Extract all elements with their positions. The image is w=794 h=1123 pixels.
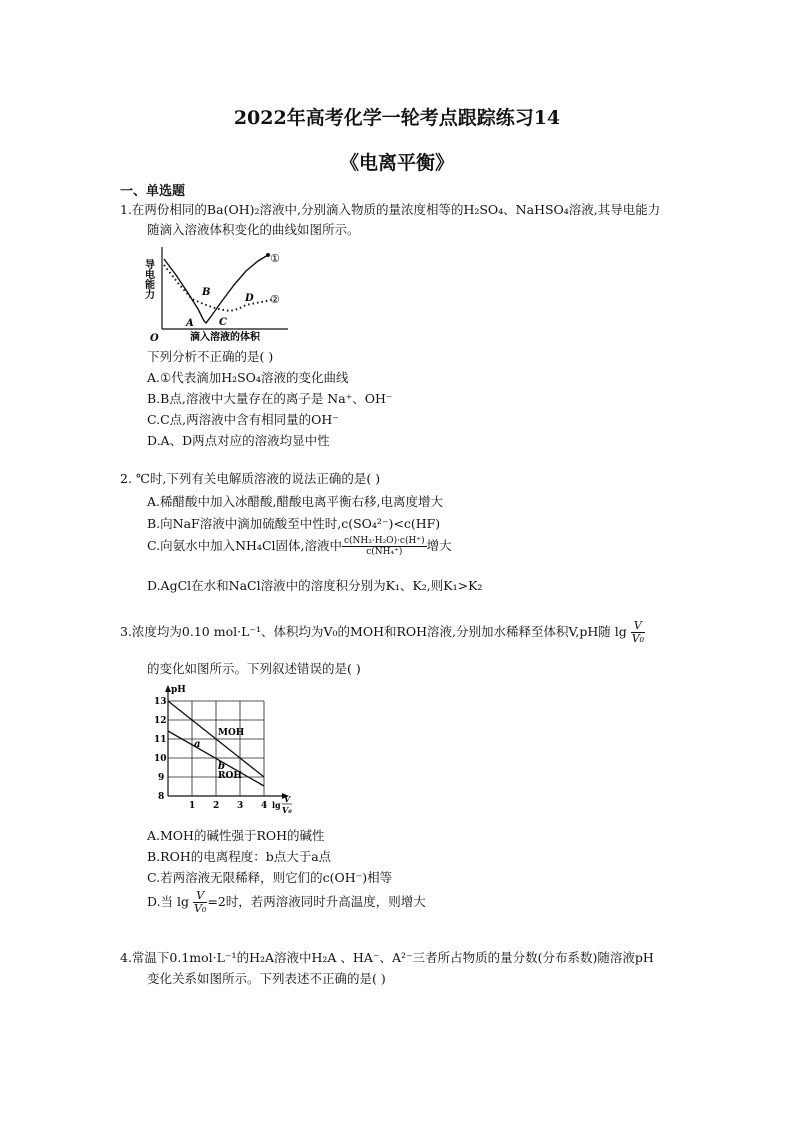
q2-option-c-fraction — [342, 536, 427, 557]
q3-stem-fraction — [631, 620, 645, 645]
q2-option-b: B.向NaF溶液中滴加硫酸至中性时,c(SO₄²⁻)<c(HF) — [147, 516, 441, 531]
q3-stem-frac-num: V — [631, 620, 645, 633]
q1-conductivity-figure — [142, 243, 292, 343]
q2-option-c-pre: C.向氨水中加入NH₄Cl固体,溶液中 — [147, 538, 342, 553]
q1-curve-2-label: ② — [270, 293, 280, 306]
q3-ytick-10: 10 — [154, 754, 167, 764]
q3-option-b: B.ROH的电离程度：b点大于a点 — [147, 849, 332, 864]
q3-xtick-3: 3 — [237, 801, 244, 811]
q1-option-a: A.①代表滴加H₂SO₄溶液的变化曲线 — [147, 370, 349, 385]
q1-point-b: B — [202, 287, 211, 298]
q1-ask: 下列分析不正确的是( ) — [147, 349, 274, 364]
q3-point-a: a — [194, 739, 201, 750]
q3-xtick-4: 4 — [261, 801, 268, 811]
q3-option-a: A.MOH的碱性强于ROH的碱性 — [147, 828, 325, 843]
q1-fig-xlabel: 滴入溶液的体积 — [190, 332, 260, 343]
q1-point-a: A — [186, 318, 194, 329]
q3-label-roh: ROH — [218, 771, 242, 781]
q4-stem-line2: 变化关系如图所示。下列表述不正确的是( ) — [147, 971, 386, 986]
q1-point-d: D — [245, 293, 254, 304]
q3-option-d-fraction — [193, 890, 207, 915]
q1-fig-ylabel: 导电能力 — [142, 259, 154, 299]
q3-point-b: b — [218, 761, 225, 772]
q2-option-c — [147, 536, 452, 557]
q1-curve-1-label: ① — [270, 252, 280, 265]
svg-text:V: V — [284, 794, 291, 804]
q2-option-c-denominator: c(NH₄⁺) — [366, 547, 403, 557]
q3-option-d — [147, 890, 426, 915]
q3-ytick-11: 11 — [154, 735, 167, 745]
q3-fig-ylabel: pH — [171, 685, 186, 695]
section-heading: 一、单选题 — [120, 184, 186, 199]
q2-option-d: D.AgCl在水和NaCl溶液中的溶度积分别为K₁、K₂,则K₁>K₂ — [147, 578, 483, 593]
q1-fig-origin: O — [150, 333, 159, 343]
q1-option-c: C.C点,两溶液中含有相同量的OH⁻ — [147, 412, 339, 427]
q2-option-a: A.稀醋酸中加入冰醋酸,醋酸电离平衡右移,电离度增大 — [147, 494, 443, 509]
q3-ytick-9: 9 — [158, 773, 165, 783]
q2-option-c-numerator: c(NH₃·H₂O)·c(H⁺) — [343, 536, 425, 546]
svg-text:V₀: V₀ — [282, 805, 292, 815]
q3-fig-xlabel: lg — [272, 800, 281, 810]
q4-stem-line1: 4.常温下0.1mol·L⁻¹的H₂A溶液中H₂A 、HA⁻、A²⁻三者所占物质的量分数(分布系数)随溶液pH — [120, 950, 654, 965]
q3-option-d-frac-den: V₀ — [194, 902, 207, 915]
q3-stem-line2: 的变化如图所示。下列叙述错误的是( ) — [147, 661, 361, 676]
q3-ytick-8: 8 — [158, 792, 165, 802]
q3-ph-figure — [148, 683, 308, 818]
q1-option-b: B.B点,溶液中大量存在的离子是 Na⁺、OH⁻ — [147, 391, 393, 406]
q1-stem-line1: 1.在两份相同的Ba(OH)₂溶液中,分别滴入物质的量浓度相等的H₂SO₄、NaHSO₄溶液,其导电能力 — [120, 202, 661, 217]
q3-ytick-12: 12 — [154, 716, 167, 726]
q3-option-d-post: =2时，若两溶液同时升高温度，则增大 — [207, 894, 426, 909]
page-subtitle: 《电离平衡》 — [339, 152, 454, 174]
q3-option-d-pre: D.当 lg — [147, 894, 190, 909]
q3-xtick-1: 1 — [189, 801, 196, 811]
q2-option-c-post: 增大 — [426, 538, 452, 553]
page-title: 2022年高考化学一轮考点跟踪练习14 — [233, 107, 561, 129]
q2-stem: 2. ℃时,下列有关电解质溶液的说法正确的是( ) — [120, 471, 381, 486]
q1-point-c: C — [219, 317, 227, 328]
q3-stem-frac-den: V₀ — [631, 632, 645, 645]
q1-stem-line2: 随滴入溶液体积变化的曲线如图所示。 — [147, 222, 360, 237]
q3-xtick-2: 2 — [213, 801, 220, 811]
q3-option-d-frac-num: V — [193, 890, 207, 903]
q3-option-c: C.若两溶液无限稀释，则它们的c(OH⁻)相等 — [147, 870, 393, 885]
q3-stem-pre: 3.浓度均为0.10 mol·L⁻¹、体积均为V₀的MOH和ROH溶液,分别加水稀释至体积V,pH随 lg — [120, 624, 627, 639]
q1-option-d: D.A、D两点对应的溶液均显中性 — [147, 433, 330, 448]
q3-stem-line1 — [120, 620, 645, 645]
q3-ytick-13: 13 — [154, 697, 167, 707]
q1-curve-1 — [164, 255, 268, 323]
q3-label-moh: MOH — [218, 728, 245, 738]
